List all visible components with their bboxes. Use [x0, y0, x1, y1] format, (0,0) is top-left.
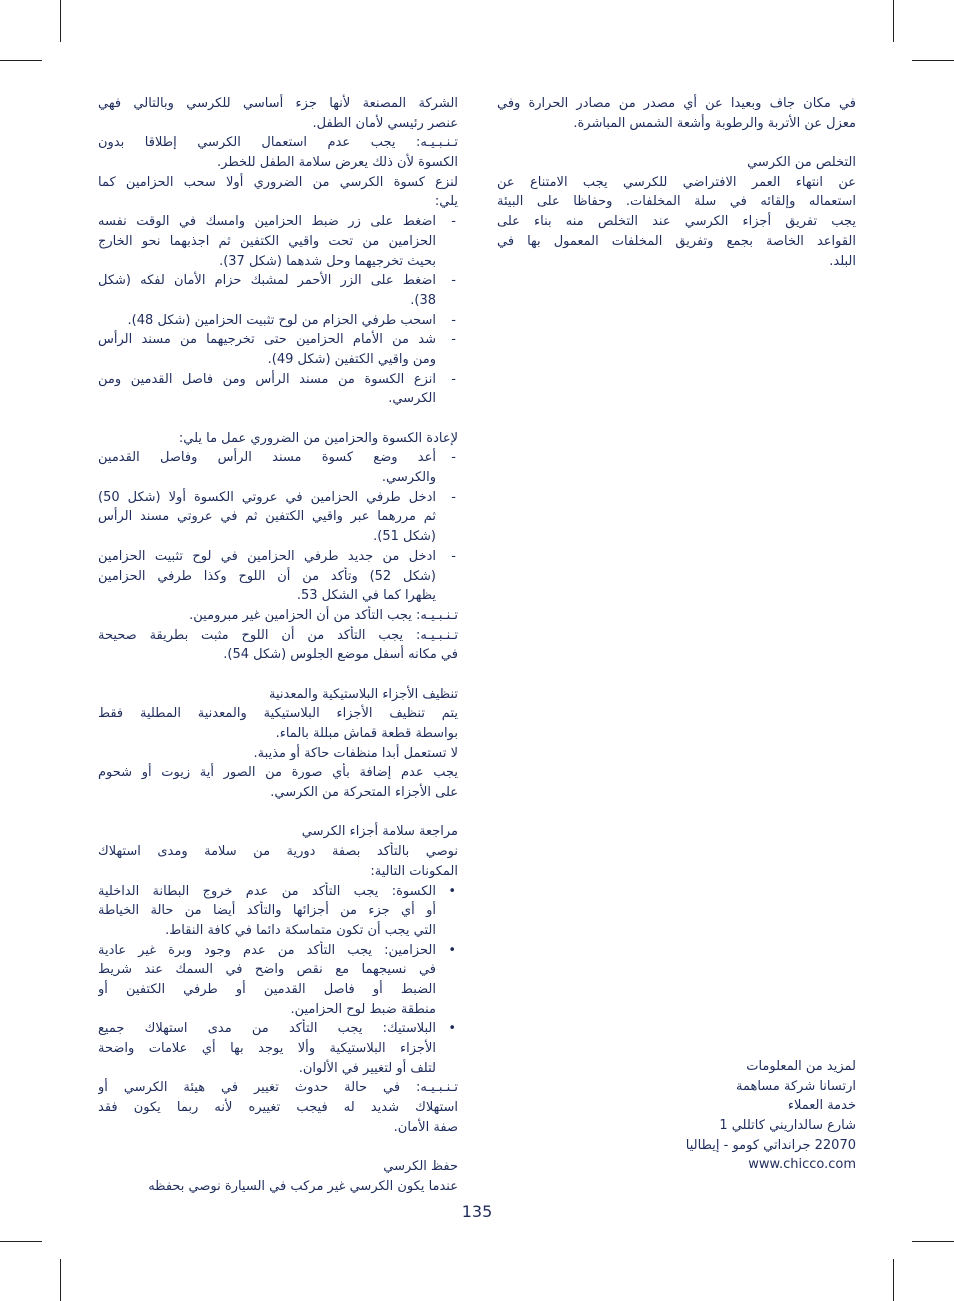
section [98, 685, 458, 803]
text-line: بحيث تخرجيهما وحل شدهما (شكل 37). [219, 253, 436, 269]
text-line: يجب عدم إضافة بأي صورة من الصور أية زيوت أو شحوم [98, 765, 458, 781]
text-line: والكرسي. [381, 470, 436, 486]
paragraph [98, 704, 458, 743]
text-line: يلي: [434, 194, 458, 210]
text-line: اضغط على الزر الأحمر لمشبك حزام الأمان لفكه (شكل [98, 273, 436, 289]
text-line: البلد. [829, 253, 856, 269]
list-item [98, 547, 458, 606]
text-line: استعماله وإلقائه في سلة المخلفات. وحفاظا على البيئة [497, 194, 856, 210]
text-line: لنزع كسوة الكرسي من الضروري أولا سحب الحزامين كما [98, 174, 458, 190]
section-heading: حفظ الكرسي [383, 1159, 458, 1175]
section [497, 153, 856, 271]
section [98, 429, 458, 665]
text-line: منطقة ضبط لوح الحزامين. [290, 1001, 436, 1017]
paragraph [98, 94, 458, 133]
text-line: يتم تنظيف الأجزاء البلاستيكية والمعدنية المطلية فقط [98, 706, 458, 722]
text-line: استهلاك شديد له فيجب تغييره لأنه ربما يكون فقد [98, 1100, 458, 1116]
list-marker: - [451, 332, 456, 348]
section-heading: مراجعة سلامة أجزاء الكرسي [301, 824, 458, 840]
text-line: يجب تفريق أجزاء الكرسي عند التخلص منه بناء على [497, 214, 856, 230]
section [497, 94, 856, 133]
list-item [98, 1019, 458, 1078]
text-line: ومن واقيي الكتفين (شكل 49). [267, 351, 436, 367]
text-line: 38). [410, 292, 436, 308]
text-line: في مكان جاف وبعيدا عن أي مصدر من مصادر الحرارة وفي [497, 96, 856, 111]
list-item [98, 212, 458, 271]
list-item [98, 330, 458, 369]
list [98, 212, 458, 409]
list-marker: - [451, 312, 456, 328]
text-line: لا تستعمل أبدا منظفات حاكة أو مذيبة. [253, 745, 458, 761]
list-marker: - [451, 450, 456, 466]
list-marker: - [451, 489, 456, 505]
list-item [98, 941, 458, 1020]
contact-block [497, 1057, 856, 1175]
paragraph [98, 1177, 458, 1197]
text-line: (شكل 51). [373, 529, 436, 545]
text-line: أو أي جزء من أجزائها والتأكد أيضا من حالة الخياطة [98, 903, 436, 919]
text-line: معزل عن الأتربة والرطوبة وأشعة الشمس المباشرة. [573, 115, 856, 131]
paragraph [98, 429, 458, 449]
text-line: في نسيجهما مع نقص واضح في السمك عند شريط [98, 962, 436, 978]
crop-mark-bottom-right-horizontal [912, 1241, 954, 1242]
text-line: لإعادة الكسوة والحزامين من الضروري عمل ما يلي: [178, 430, 458, 446]
text-line: على الأجزاء المتحركة من الكرسي. [270, 785, 458, 801]
contact-line: لمزيد من المعلومات [746, 1059, 856, 1074]
text-line: تـنـبـيـه: يجب التأكد من أن الحزامين غير مبرومين. [189, 607, 458, 623]
right-column [497, 94, 856, 271]
text-line: لتلف أو لتغيير في الألوان. [298, 1060, 436, 1076]
paragraph [98, 133, 458, 172]
text-line: ادخل طرفي الحزامين في عروتي الكسوة أولا (شكل 50) [98, 489, 436, 505]
contact-line: 22070 جرانداتي كومو - إيطاليا [685, 1137, 856, 1153]
text-line: القواعد الخاصة بجمع وتفريق المخلفات المعمول بها في [497, 233, 856, 249]
list-item [98, 271, 458, 310]
list-item [98, 882, 458, 941]
text-line: نوصي بالتأكد بصفة دورية من سلامة ومدى استهلاك [98, 844, 458, 860]
text-line: الحزامين: يجب التأكد من عدم وجود وبرة غير عادية [98, 942, 436, 958]
list-marker: • [448, 883, 456, 899]
list-marker: - [451, 548, 456, 564]
text-line: تـنـبـيـه: يجب التأكد من أن اللوح مثبت بطريقة صحيحة [98, 627, 458, 643]
crop-mark-bottom-left-horizontal [0, 1241, 42, 1242]
text-line: تـنـبـيـه: في حالة حدوث تغيير في هيئة الكرسي أو [98, 1080, 458, 1096]
list [98, 448, 458, 606]
text-line: شد من الأمام الحزامين حتى تخرجيهما من مسند الرأس [98, 332, 436, 348]
section-heading: تنظيف الأجزاء البلاستيكية والمعدنية [269, 686, 458, 702]
paragraph [98, 744, 458, 764]
crop-mark-bottom-right-vertical [893, 1259, 894, 1301]
text-line: عندما يكون الكرسي غير مركب في السيارة نوصي بحفظه [148, 1178, 458, 1194]
text-line: التي يجب أن تكون متماسكة دائما في كافة النقاط. [165, 922, 436, 938]
paragraph [98, 763, 458, 802]
section [98, 1157, 458, 1196]
text-line: صفة الأمان. [393, 1119, 458, 1135]
list-item [98, 370, 458, 409]
text-line: المكونات التالية: [370, 863, 458, 879]
crop-mark-top-right-vertical [893, 0, 894, 42]
text-line: ثم مررهما عبر واقيي الكتفين ثم في عروتي مسند الرأس [98, 509, 436, 525]
text-line: الأجزاء البلاستيكية وألا يوجد بها أي علامات واضحة [98, 1041, 436, 1056]
text-line: اضغط على زر ضبط الحزامين وامسك في الوقت نفسه [98, 214, 436, 230]
paragraph [98, 842, 458, 881]
paragraph [98, 626, 458, 665]
text-line: عن انتهاء العمر الافتراضي للكرسي يجب الامتناع عن [497, 174, 856, 190]
paragraph [497, 173, 856, 271]
list-marker: • [448, 1021, 456, 1037]
text-line: الحزامين من تحت واقيي الكتفين ثم اجذبهما نحو الخارج [98, 233, 436, 249]
section [98, 94, 458, 409]
text-line: البلاستيك: يجب التأكد من مدى استهلاك جميع [98, 1021, 436, 1037]
crop-mark-bottom-left-vertical [60, 1259, 61, 1301]
text-line: بواسطة قطعة قماش مبللة بالماء. [275, 726, 458, 741]
contact-line: www.chicco.com [748, 1157, 856, 1173]
crop-mark-top-right-horizontal [912, 60, 954, 61]
text-line: الشركة المصنعة لأنها جزء أساسي للكرسي وبالتالي فهي [98, 96, 458, 111]
contact-line: شارع سالداريني كاتللي 1 [719, 1118, 856, 1134]
text-line: (شكل 52) وتأكد من أن اللوح وكذا طرفي الحزامين [98, 568, 436, 584]
text-line: في مكانه أسفل موضع الجلوس (شكل 54). [223, 647, 458, 663]
crop-mark-top-left-vertical [60, 0, 61, 42]
text-line: ادخل من جديد طرفي الحزامين في لوح تثبيت الحزامين [98, 548, 436, 564]
list-item [98, 488, 458, 547]
paragraph [98, 173, 458, 212]
text-line: الكسوة: يجب التأكد من عدم خروج البطانة الداخلية [98, 883, 436, 899]
text-line: يظهرا كما في الشكل 53. [296, 588, 436, 604]
text-line: الضبط أو فاصل القدمين أو طرفي الكتفين أو [98, 981, 436, 997]
text-line: انزع الكسوة من مسند الرأس ومن فاصل القدمين ومن [98, 371, 436, 387]
list-marker: - [451, 273, 456, 289]
left-column [98, 94, 458, 1197]
list [98, 882, 458, 1079]
text-line: عنصر رئيسي لأمان الطفل. [312, 115, 458, 131]
crop-mark-top-left-horizontal [0, 60, 42, 61]
paragraph [497, 94, 856, 133]
text-line: الكرسي. [388, 391, 436, 407]
section-heading: التخلص من الكرسي [747, 155, 856, 171]
list-marker: - [451, 371, 456, 387]
contact-line: خدمة العملاء [787, 1098, 856, 1114]
list-item [98, 448, 458, 487]
text-line: اسحب طرفي الحزام من لوح تثبيت الحزامين (شكل 48). [127, 312, 436, 328]
text-line: الكسوة لأن ذلك يعرض سلامة الطفل للخطر. [217, 155, 458, 171]
list-marker: - [451, 214, 456, 230]
paragraph [98, 1078, 458, 1137]
text-line: أعد وضع كسوة مسند الرأس وفاصل القدمين [98, 450, 436, 466]
text-line: تـنـبـيـه: يجب عدم استعمال الكرسي إطلاقا بدون [98, 135, 458, 151]
section [98, 822, 458, 1137]
list-item [98, 311, 458, 331]
page-number: 135 [461, 1202, 493, 1221]
contact-line: ارتسانا شركة مساهمة [736, 1078, 856, 1094]
paragraph [98, 606, 458, 626]
list-marker: • [448, 942, 456, 958]
